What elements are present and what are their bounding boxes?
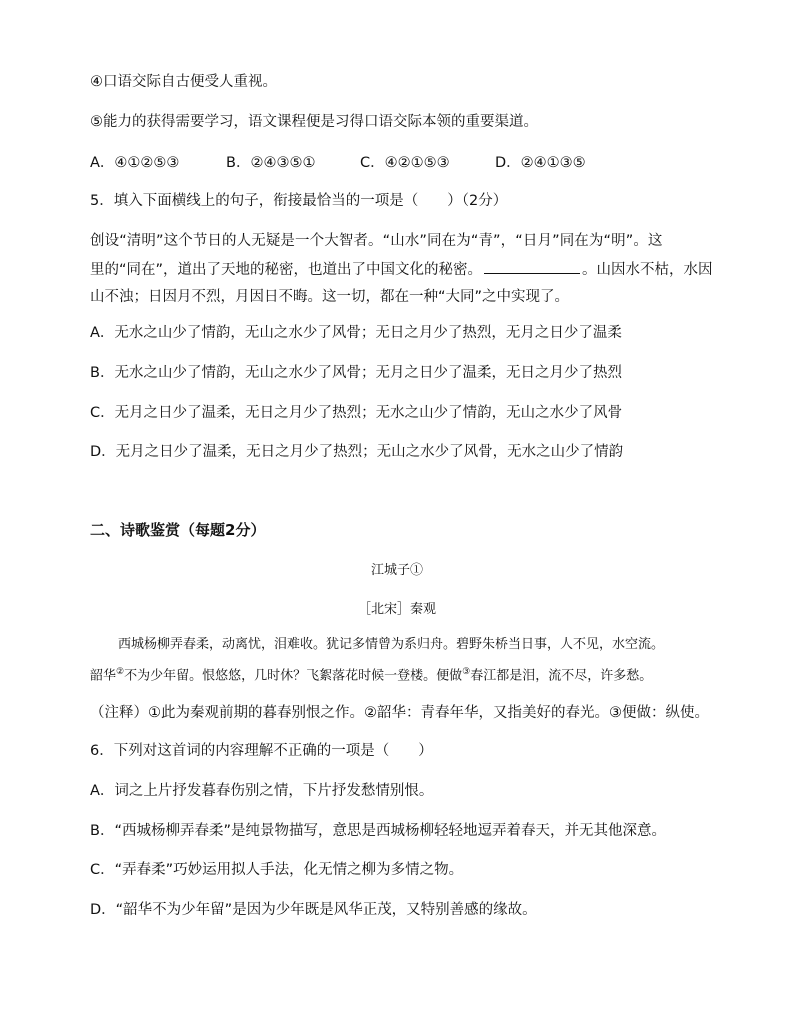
q5-passage-line-1: 创设“清明”这个节日的人无疑是一个大智者。“山水”同在为“青”，“日月”同在为“明”。这 [90,233,663,249]
q6-option-a[interactable]: A．词之上片抒发暮春伤别之情，下片抒发愁情别恨。 [90,783,434,799]
q5-passage-after-blank: 。山因水不枯，水因 [582,262,713,278]
q5-answer-blank [484,259,580,274]
q6-option-d[interactable]: D．“韶华不为少年留”是因为少年既是风华正茂，又特别善感的缘故。 [90,902,537,918]
section-2-title: 二、诗歌鉴赏（每题2分） [90,521,266,539]
poem-line-2-part-b: 不为少年留。恨悠悠，几时休？飞絮落花时候一登楼。便做 [124,668,463,684]
q6-option-c[interactable]: C．“弄春柔”巧妙运用拟人手法，化无情之柳为多情之物。 [90,862,464,878]
poem-line-2-part-c: 春江都是泪，流不尽，许多愁。 [470,668,653,684]
poem-author: ［北宋］秦观 [357,602,436,617]
q4-item-4: ④口语交际自古便受人重视。 [90,74,277,90]
q5-passage-before-blank: 里的“同在”，道出了天地的秘密，也道出了中国文化的秘密。 [90,262,483,278]
q4-option-c[interactable]: C．④②①⑤③ [360,155,450,171]
q4-option-b[interactable]: B．②④③⑤① [226,155,316,171]
poem-note: （注释）①此为秦观前期的暮春别恨之作。②韶华：青春年华，又指美好的春光。③便做：纵使。 [90,705,709,721]
poem-line-2-part-a: 韶华 [90,668,117,684]
q4-option-a[interactable]: A．④①②⑤③ [90,155,180,171]
q4-item-5: ⑤能力的获得需要学习，语文课程便是习得口语交际本领的重要渠道。 [90,114,538,130]
q5-option-a[interactable]: A．无水之山少了情韵，无山之水少了风骨；无日之月少了热烈，无月之日少了温柔 [90,325,622,341]
footnote-marker-2: ② [116,667,125,677]
q6-option-b[interactable]: B．“西城杨柳弄春柔”是纯景物描写，意思是西城杨柳轻轻地逗弄着春天，并无其他深意。 [90,823,666,839]
poem-line-1: 西城杨柳弄春柔，动离忧，泪难收。犹记多情曾为系归舟。碧野朱桥当日事，人不见，水空流。 [118,637,665,652]
poem-title: 江城子① [370,563,423,578]
q4-options [90,151,730,171]
q5-option-c[interactable]: C．无月之日少了温柔，无日之月少了热烈；无水之山少了情韵，无山之水少了风骨 [90,405,623,421]
q5-option-d[interactable]: D．无月之日少了温柔，无日之月少了热烈；无山之水少了风骨，无水之山少了情韵 [90,444,624,460]
footnote-marker-3: ③ [462,667,471,677]
q6-stem: 6．下列对这首词的内容理解不正确的一项是（ ） [90,743,433,759]
q5-passage-line-3: 山不浊；日因月不烈，月因日不晦。这一切，都在一种“大同”之中实现了。 [90,289,570,305]
q5-option-b[interactable]: B．无水之山少了情韵，无山之水少了风骨；无月之日少了温柔，无日之月少了热烈 [90,365,622,381]
q5-stem: 5．填入下面横线上的句子，衔接最恰当的一项是（ ）（2分） [90,193,508,209]
q5-passage-line-2 [90,259,713,280]
poem-line-2 [90,663,652,685]
q4-option-d[interactable]: D．②④①③⑤ [495,155,586,171]
